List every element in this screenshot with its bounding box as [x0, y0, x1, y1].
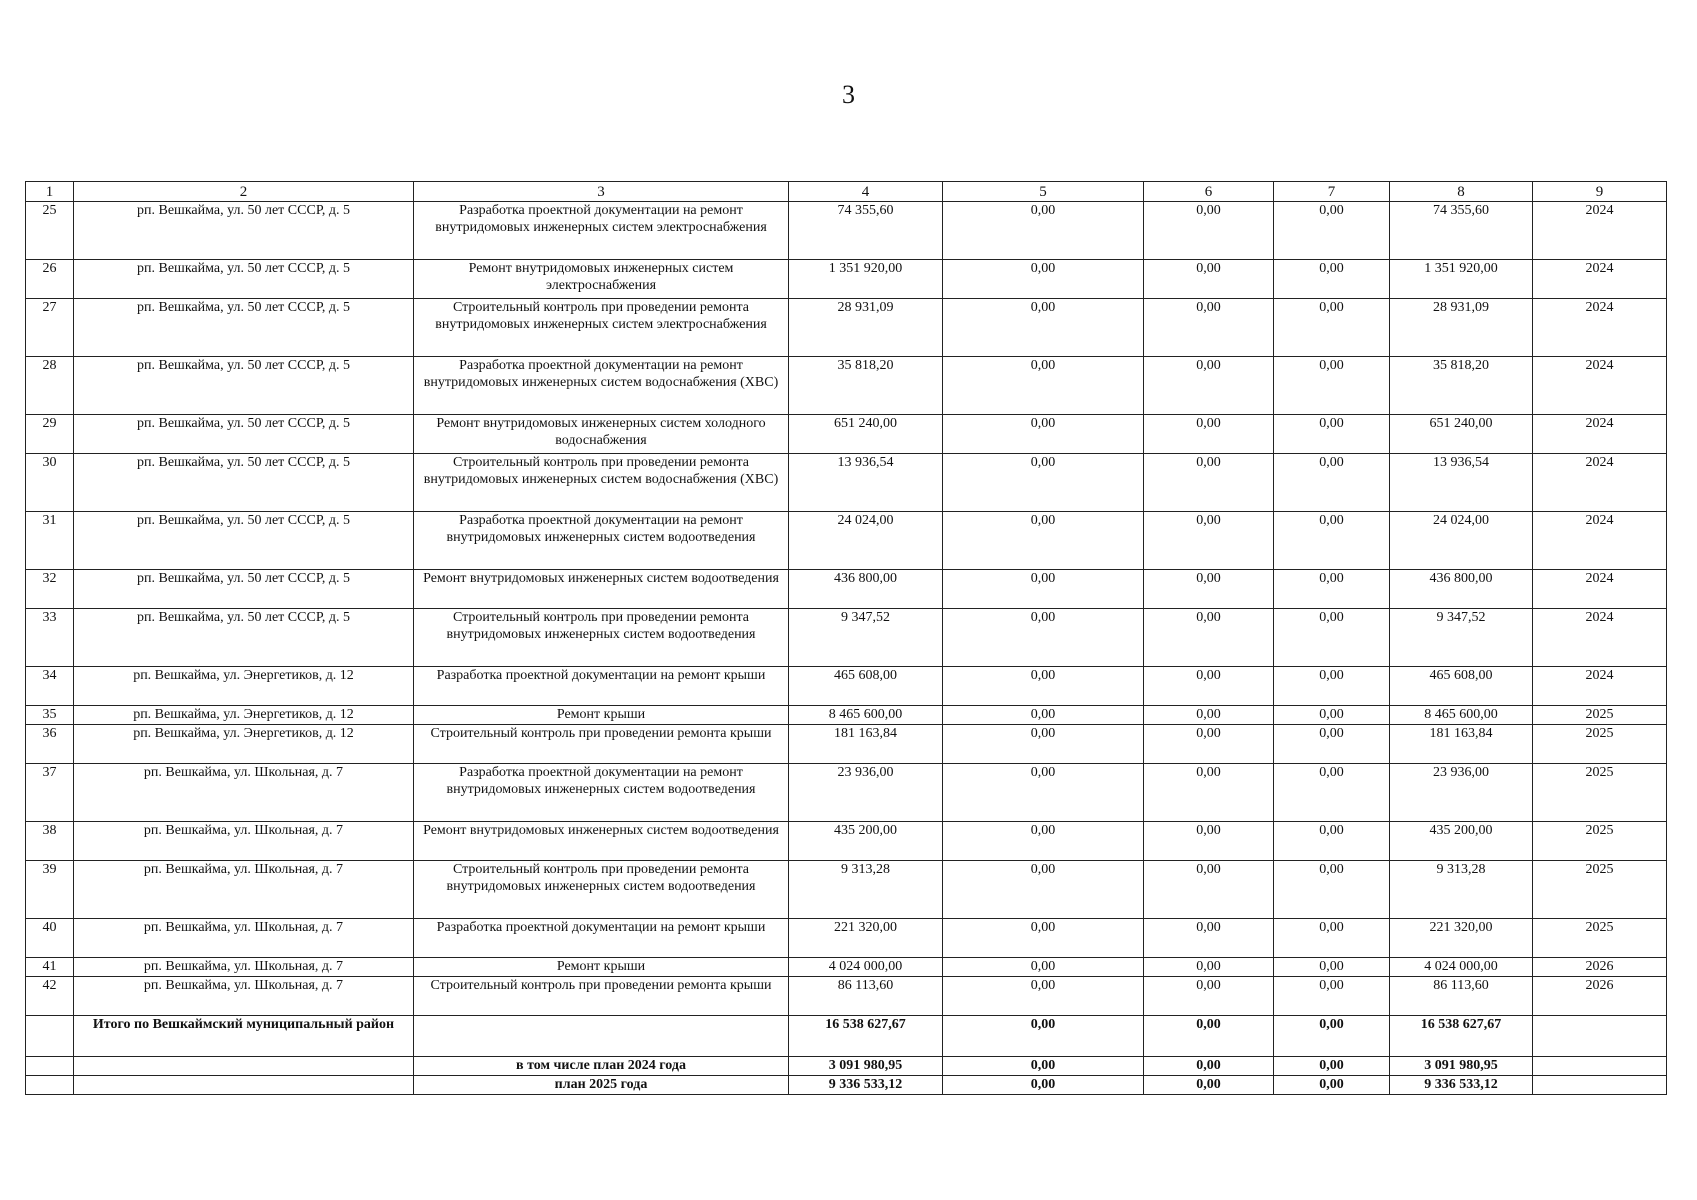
cost-col8-cell: 23 936,00	[1390, 764, 1533, 822]
address-cell: рп. Вешкайма, ул. 50 лет СССР, д. 5	[74, 609, 414, 667]
row-number-cell: 30	[26, 454, 74, 512]
cost-col8-cell: 436 800,00	[1390, 570, 1533, 609]
cost-col6-cell: 0,00	[1144, 958, 1274, 977]
cost-col6-cell: 0,00	[1144, 1016, 1274, 1057]
work-type-cell: Разработка проектной документации на ремонт внутридомовых инженерных систем водоотведения	[414, 512, 789, 570]
row-number-cell: 35	[26, 706, 74, 725]
address-cell: рп. Вешкайма, ул. 50 лет СССР, д. 5	[74, 415, 414, 454]
cost-total-cell: 436 800,00	[789, 570, 943, 609]
year-cell: 2024	[1533, 570, 1667, 609]
summary-work-cell	[414, 1016, 789, 1057]
cost-col7-cell: 0,00	[1274, 260, 1390, 299]
work-type-cell: Строительный контроль при проведении ремонта внутридомовых инженерных систем водоотведения	[414, 609, 789, 667]
cost-col7-cell: 0,00	[1274, 667, 1390, 706]
summary-work-cell: план 2025 года	[414, 1076, 789, 1095]
year-cell: 2024	[1533, 609, 1667, 667]
cost-col7-cell: 0,00	[1274, 1057, 1390, 1076]
cost-total-cell: 651 240,00	[789, 415, 943, 454]
subtotal-row	[26, 1057, 1667, 1076]
cost-col8-cell: 465 608,00	[1390, 667, 1533, 706]
cost-col8-cell: 8 465 600,00	[1390, 706, 1533, 725]
address-cell: рп. Вешкайма, ул. Школьная, д. 7	[74, 764, 414, 822]
table-row	[26, 706, 1667, 725]
table-row	[26, 958, 1667, 977]
column-number-row	[26, 182, 1667, 202]
cost-col8-cell: 1 351 920,00	[1390, 260, 1533, 299]
work-type-cell: Разработка проектной документации на ремонт крыши	[414, 667, 789, 706]
cost-col5-cell: 0,00	[943, 1016, 1144, 1057]
cost-col5-cell: 0,00	[943, 706, 1144, 725]
cost-col5-cell: 0,00	[943, 260, 1144, 299]
cost-col7-cell: 0,00	[1274, 454, 1390, 512]
work-type-cell: Ремонт внутридомовых инженерных систем водоотведения	[414, 822, 789, 861]
cost-col6-cell: 0,00	[1144, 570, 1274, 609]
cost-col7-cell: 0,00	[1274, 725, 1390, 764]
year-cell: 2025	[1533, 861, 1667, 919]
year-cell: 2024	[1533, 260, 1667, 299]
cost-col7-cell: 0,00	[1274, 706, 1390, 725]
cost-col7-cell: 0,00	[1274, 861, 1390, 919]
work-type-cell: Строительный контроль при проведении ремонта внутридомовых инженерных систем водоснабжения (ХВС)	[414, 454, 789, 512]
cost-col8-cell: 86 113,60	[1390, 977, 1533, 1016]
cost-col7-cell: 0,00	[1274, 357, 1390, 415]
year-cell: 2025	[1533, 706, 1667, 725]
cost-col6-cell: 0,00	[1144, 357, 1274, 415]
year-cell: 2024	[1533, 299, 1667, 357]
work-type-cell: Ремонт внутридомовых инженерных систем холодного водоснабжения	[414, 415, 789, 454]
cost-col7-cell: 0,00	[1274, 764, 1390, 822]
table-row	[26, 725, 1667, 764]
row-number-cell: 38	[26, 822, 74, 861]
repair-plan-table	[25, 181, 1667, 1095]
address-cell: рп. Вешкайма, ул. 50 лет СССР, д. 5	[74, 260, 414, 299]
table-row	[26, 454, 1667, 512]
cost-total-cell: 3 091 980,95	[789, 1057, 943, 1076]
cost-col5-cell: 0,00	[943, 977, 1144, 1016]
column-header: 4	[789, 182, 943, 202]
year-cell: 2025	[1533, 822, 1667, 861]
cost-col5-cell: 0,00	[943, 861, 1144, 919]
subtotal-row	[26, 1076, 1667, 1095]
cost-col5-cell: 0,00	[943, 822, 1144, 861]
table-row	[26, 919, 1667, 958]
address-cell: рп. Вешкайма, ул. 50 лет СССР, д. 5	[74, 299, 414, 357]
address-cell: рп. Вешкайма, ул. 50 лет СССР, д. 5	[74, 202, 414, 260]
year-cell: 2024	[1533, 667, 1667, 706]
cost-col5-cell: 0,00	[943, 1076, 1144, 1095]
cost-col7-cell: 0,00	[1274, 1016, 1390, 1057]
cost-col8-cell: 9 313,28	[1390, 861, 1533, 919]
cost-total-cell: 9 313,28	[789, 861, 943, 919]
work-type-cell: Строительный контроль при проведении ремонта крыши	[414, 977, 789, 1016]
cost-col6-cell: 0,00	[1144, 609, 1274, 667]
cost-col8-cell: 221 320,00	[1390, 919, 1533, 958]
year-cell: 2025	[1533, 919, 1667, 958]
cost-total-cell: 9 347,52	[789, 609, 943, 667]
cost-col6-cell: 0,00	[1144, 861, 1274, 919]
cost-col7-cell: 0,00	[1274, 822, 1390, 861]
cost-col6-cell: 0,00	[1144, 260, 1274, 299]
column-header: 2	[74, 182, 414, 202]
table-row	[26, 202, 1667, 260]
year-cell: 2024	[1533, 357, 1667, 415]
work-type-cell: Разработка проектной документации на ремонт крыши	[414, 919, 789, 958]
table-row	[26, 415, 1667, 454]
year-cell: 2024	[1533, 454, 1667, 512]
table-row	[26, 977, 1667, 1016]
cost-col7-cell: 0,00	[1274, 415, 1390, 454]
table-row	[26, 512, 1667, 570]
address-cell: рп. Вешкайма, ул. 50 лет СССР, д. 5	[74, 512, 414, 570]
year-cell: 2026	[1533, 958, 1667, 977]
row-number-cell: 29	[26, 415, 74, 454]
cost-total-cell: 435 200,00	[789, 822, 943, 861]
table-body	[26, 182, 1667, 1095]
row-number-cell: 40	[26, 919, 74, 958]
cost-col7-cell: 0,00	[1274, 609, 1390, 667]
work-type-cell: Ремонт крыши	[414, 958, 789, 977]
work-type-cell: Разработка проектной документации на ремонт внутридомовых инженерных систем водоотведения	[414, 764, 789, 822]
page-number: 3	[842, 80, 855, 109]
cost-col6-cell: 0,00	[1144, 202, 1274, 260]
year-cell: 2024	[1533, 202, 1667, 260]
work-type-cell: Строительный контроль при проведении ремонта крыши	[414, 725, 789, 764]
cost-col8-cell: 13 936,54	[1390, 454, 1533, 512]
empty-cell	[26, 1057, 74, 1076]
cost-col5-cell: 0,00	[943, 1057, 1144, 1076]
cost-col6-cell: 0,00	[1144, 415, 1274, 454]
address-cell: рп. Вешкайма, ул. Школьная, д. 7	[74, 977, 414, 1016]
cost-col8-cell: 9 336 533,12	[1390, 1076, 1533, 1095]
address-cell: рп. Вешкайма, ул. Энергетиков, д. 12	[74, 706, 414, 725]
cost-col6-cell: 0,00	[1144, 919, 1274, 958]
summary-label-cell	[74, 1057, 414, 1076]
year-cell: 2025	[1533, 725, 1667, 764]
address-cell: рп. Вешкайма, ул. 50 лет СССР, д. 5	[74, 570, 414, 609]
cost-total-cell: 28 931,09	[789, 299, 943, 357]
cost-col6-cell: 0,00	[1144, 764, 1274, 822]
cost-col5-cell: 0,00	[943, 609, 1144, 667]
empty-cell	[26, 1076, 74, 1095]
cost-total-cell: 465 608,00	[789, 667, 943, 706]
cost-col8-cell: 74 355,60	[1390, 202, 1533, 260]
empty-cell	[26, 1016, 74, 1057]
cost-col8-cell: 9 347,52	[1390, 609, 1533, 667]
cost-col8-cell: 16 538 627,67	[1390, 1016, 1533, 1057]
cost-col5-cell: 0,00	[943, 667, 1144, 706]
address-cell: рп. Вешкайма, ул. 50 лет СССР, д. 5	[74, 357, 414, 415]
cost-total-cell: 13 936,54	[789, 454, 943, 512]
cost-col7-cell: 0,00	[1274, 958, 1390, 977]
address-cell: рп. Вешкайма, ул. Энергетиков, д. 12	[74, 725, 414, 764]
cost-col5-cell: 0,00	[943, 415, 1144, 454]
cost-col5-cell: 0,00	[943, 202, 1144, 260]
cost-total-cell: 35 818,20	[789, 357, 943, 415]
work-type-cell: Строительный контроль при проведении ремонта внутридомовых инженерных систем водоотведения	[414, 861, 789, 919]
cost-col8-cell: 28 931,09	[1390, 299, 1533, 357]
address-cell: рп. Вешкайма, ул. Энергетиков, д. 12	[74, 667, 414, 706]
cost-col8-cell: 3 091 980,95	[1390, 1057, 1533, 1076]
cost-total-cell: 16 538 627,67	[789, 1016, 943, 1057]
cost-col5-cell: 0,00	[943, 958, 1144, 977]
cost-col7-cell: 0,00	[1274, 570, 1390, 609]
cost-col8-cell: 4 024 000,00	[1390, 958, 1533, 977]
cost-col6-cell: 0,00	[1144, 512, 1274, 570]
cost-total-cell: 4 024 000,00	[789, 958, 943, 977]
cost-col6-cell: 0,00	[1144, 1057, 1274, 1076]
column-header: 9	[1533, 182, 1667, 202]
address-cell: рп. Вешкайма, ул. Школьная, д. 7	[74, 919, 414, 958]
cost-col8-cell: 435 200,00	[1390, 822, 1533, 861]
cost-col7-cell: 0,00	[1274, 1076, 1390, 1095]
year-cell: 2024	[1533, 512, 1667, 570]
year-cell: 2024	[1533, 415, 1667, 454]
cost-col7-cell: 0,00	[1274, 512, 1390, 570]
row-number-cell: 34	[26, 667, 74, 706]
row-number-cell: 39	[26, 861, 74, 919]
empty-cell	[1533, 1057, 1667, 1076]
cost-col6-cell: 0,00	[1144, 667, 1274, 706]
cost-total-cell: 86 113,60	[789, 977, 943, 1016]
row-number-cell: 41	[26, 958, 74, 977]
cost-col5-cell: 0,00	[943, 299, 1144, 357]
total-row	[26, 1016, 1667, 1057]
address-cell: рп. Вешкайма, ул. 50 лет СССР, д. 5	[74, 454, 414, 512]
work-type-cell: Ремонт крыши	[414, 706, 789, 725]
cost-col6-cell: 0,00	[1144, 725, 1274, 764]
table-row	[26, 764, 1667, 822]
work-type-cell: Разработка проектной документации на ремонт внутридомовых инженерных систем электроснабжения	[414, 202, 789, 260]
address-cell: рп. Вешкайма, ул. Школьная, д. 7	[74, 958, 414, 977]
table-row	[26, 609, 1667, 667]
cost-col8-cell: 651 240,00	[1390, 415, 1533, 454]
empty-cell	[1533, 1076, 1667, 1095]
column-header: 6	[1144, 182, 1274, 202]
table-row	[26, 667, 1667, 706]
summary-work-cell: в том числе план 2024 года	[414, 1057, 789, 1076]
cost-col7-cell: 0,00	[1274, 202, 1390, 260]
cost-col6-cell: 0,00	[1144, 1076, 1274, 1095]
row-number-cell: 25	[26, 202, 74, 260]
cost-col5-cell: 0,00	[943, 454, 1144, 512]
column-header: 3	[414, 182, 789, 202]
column-header: 5	[943, 182, 1144, 202]
cost-col8-cell: 181 163,84	[1390, 725, 1533, 764]
cost-total-cell: 24 024,00	[789, 512, 943, 570]
cost-col8-cell: 24 024,00	[1390, 512, 1533, 570]
column-header: 8	[1390, 182, 1533, 202]
row-number-cell: 32	[26, 570, 74, 609]
row-number-cell: 31	[26, 512, 74, 570]
work-type-cell: Строительный контроль при проведении ремонта внутридомовых инженерных систем электроснабжения	[414, 299, 789, 357]
row-number-cell: 36	[26, 725, 74, 764]
cost-col6-cell: 0,00	[1144, 706, 1274, 725]
cost-col7-cell: 0,00	[1274, 977, 1390, 1016]
cost-total-cell: 181 163,84	[789, 725, 943, 764]
row-number-cell: 42	[26, 977, 74, 1016]
summary-label-cell	[74, 1076, 414, 1095]
cost-total-cell: 221 320,00	[789, 919, 943, 958]
year-cell: 2025	[1533, 764, 1667, 822]
table-row	[26, 260, 1667, 299]
cost-col6-cell: 0,00	[1144, 977, 1274, 1016]
cost-col6-cell: 0,00	[1144, 299, 1274, 357]
work-type-cell: Разработка проектной документации на ремонт внутридомовых инженерных систем водоснабжения (ХВС)	[414, 357, 789, 415]
cost-total-cell: 9 336 533,12	[789, 1076, 943, 1095]
work-type-cell: Ремонт внутридомовых инженерных систем водоотведения	[414, 570, 789, 609]
row-number-cell: 28	[26, 357, 74, 415]
table-row	[26, 570, 1667, 609]
column-header: 7	[1274, 182, 1390, 202]
address-cell: рп. Вешкайма, ул. Школьная, д. 7	[74, 861, 414, 919]
table-row	[26, 861, 1667, 919]
row-number-cell: 37	[26, 764, 74, 822]
cost-col7-cell: 0,00	[1274, 919, 1390, 958]
cost-total-cell: 23 936,00	[789, 764, 943, 822]
row-number-cell: 33	[26, 609, 74, 667]
work-type-cell: Ремонт внутридомовых инженерных систем электроснабжения	[414, 260, 789, 299]
cost-col5-cell: 0,00	[943, 725, 1144, 764]
cost-col5-cell: 0,00	[943, 512, 1144, 570]
cost-col5-cell: 0,00	[943, 357, 1144, 415]
cost-col8-cell: 35 818,20	[1390, 357, 1533, 415]
cost-col5-cell: 0,00	[943, 764, 1144, 822]
row-number-cell: 27	[26, 299, 74, 357]
empty-cell	[1533, 1016, 1667, 1057]
row-number-cell: 26	[26, 260, 74, 299]
table-row	[26, 299, 1667, 357]
cost-col6-cell: 0,00	[1144, 454, 1274, 512]
address-cell: рп. Вешкайма, ул. Школьная, д. 7	[74, 822, 414, 861]
table-row	[26, 357, 1667, 415]
cost-col6-cell: 0,00	[1144, 822, 1274, 861]
year-cell: 2026	[1533, 977, 1667, 1016]
cost-total-cell: 8 465 600,00	[789, 706, 943, 725]
table-row	[26, 822, 1667, 861]
cost-col5-cell: 0,00	[943, 570, 1144, 609]
cost-total-cell: 74 355,60	[789, 202, 943, 260]
summary-label-cell: Итого по Вешкаймский муниципальный район	[74, 1016, 414, 1057]
column-header: 1	[26, 182, 74, 202]
cost-col5-cell: 0,00	[943, 919, 1144, 958]
cost-col7-cell: 0,00	[1274, 299, 1390, 357]
cost-total-cell: 1 351 920,00	[789, 260, 943, 299]
